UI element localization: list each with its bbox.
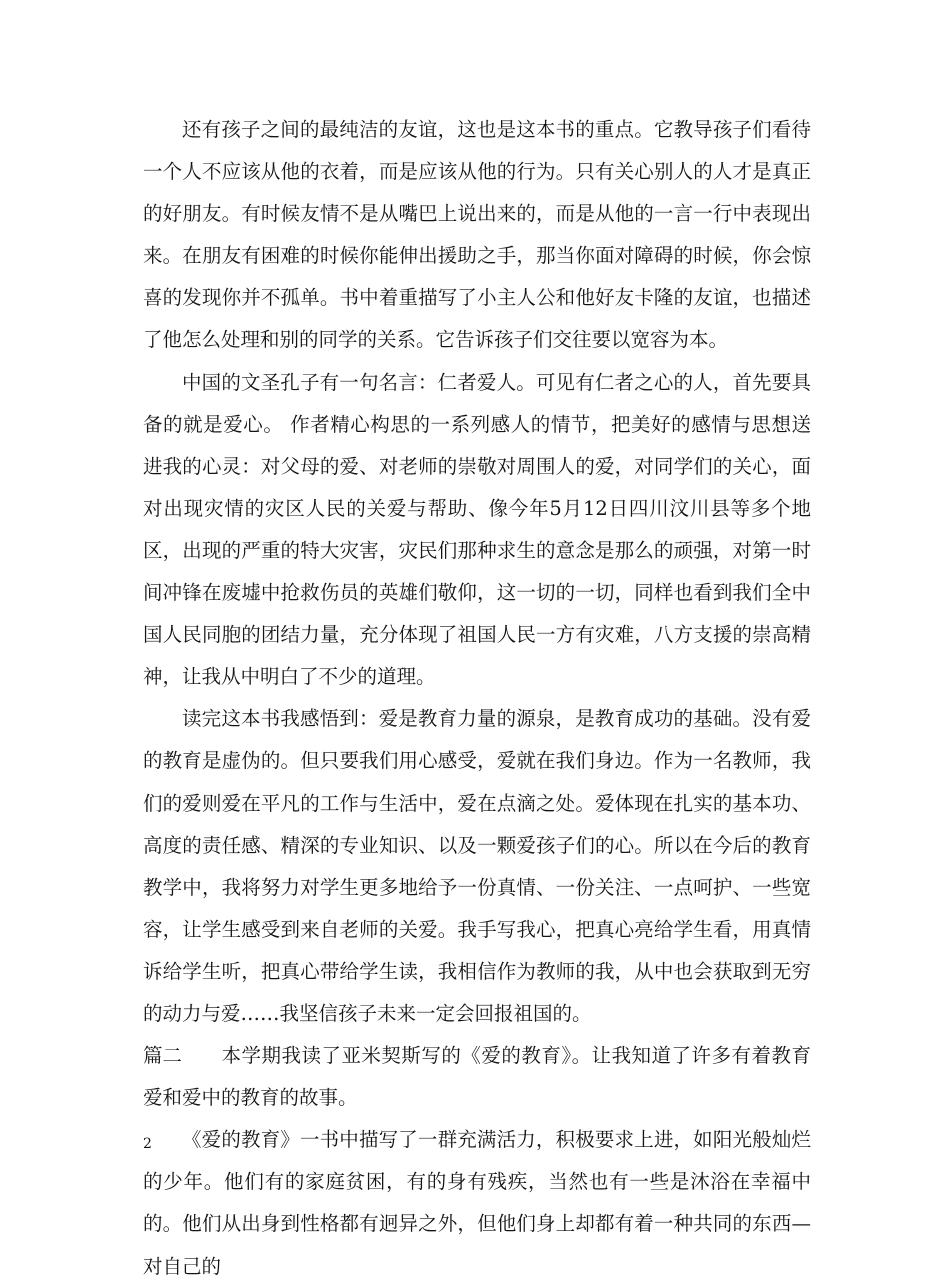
section-two-intro: 本学期我读了亚米契斯写的《爱的教育》。让我知道了许多有着教育爱和爱中的教育的故事。	[143, 1044, 811, 1110]
document-body	[143, 109, 811, 1288]
section-two-label: 篇二	[143, 1044, 183, 1068]
paragraph-confucius: 中国的文圣孔子有一句名言：仁者爱人。可见有仁者之心的人，首先要具备的就是爱心。 作者精心构思的一系列感人的情节，把美好的感情与思想送进我的心灵：对父母的爱、对老师的崇敬对周围人的爱，对同学们的关心，面对出现灾情的灾区人民的关爱与帮助、像今年5月12日四川汶川县等多个地区，出现的严重的特大灾害，灾民们那种求生的意念是那么的顽强，对第一时间冲锋在废墟中抢救伤员的英雄们敬仰，这一切的一切，同样也看到我们全中国人民同胞的团结力量，充分体现了祖国人民一方有灾难，八方支援的崇高精神，让我从中明白了不少的道理。	[143, 370, 811, 689]
section-two-paragraph	[143, 1035, 811, 1119]
paragraph-friendship: 还有孩子之间的最纯洁的友谊，这也是这本书的重点。它教导孩子们看待一个人不应该从他的衣着，而是应该从他的行为。只有关心别人的人才是真正的好朋友。有时候友情不是从嘴巴上说出来的，而是从他的一言一行中表现出来。在朋友有困难的时候你能伸出援助之手，那当你面对障碍的时候，你会惊喜的发现你并不孤单。书中着重描写了小主人公和他好友卡隆的友谊，也描述了他怎么处理和别的同学的关系。它告诉孩子们交往要以宽容为本。	[143, 118, 811, 352]
paragraph-reflection: 读完这本书我感悟到：爱是教育力量的源泉，是教育成功的基础。没有爱的教育是虚伪的。但只要我们用心感受，爱就在我们身边。作为一名教师，我们的爱则爱在平凡的工作与生活中，爱在点滴之处。爱体现在扎实的基本功、高度的责任感、精深的专业知识、以及一颗爱孩子们的心。所以在今后的教育教学中，我将努力对学生更多地给予一份真情、一份关注、一点呵护、一些宽容，让学生感受到来自老师的关爱。我手写我心，把真心亮给学生看，用真情诉给学生听，把真心带给学生读，我相信作为教师的我，从中也会获取到无穷的动力与爱……我坚信孩子未来一定会回报祖国的。	[143, 707, 811, 1025]
page-number: 2	[143, 1136, 152, 1152]
paragraph-book-description: 《爱的教育》一书中描写了一群充满活力，积极要求上进，如阳光般灿烂的少年。他们有的家庭贫困，有的身有残疾，当然也有一些是沐浴在幸福中的。他们从出身到性格都有迥异之外，但他们身上却都有着一种共同的东西—对自己的	[143, 1128, 811, 1278]
